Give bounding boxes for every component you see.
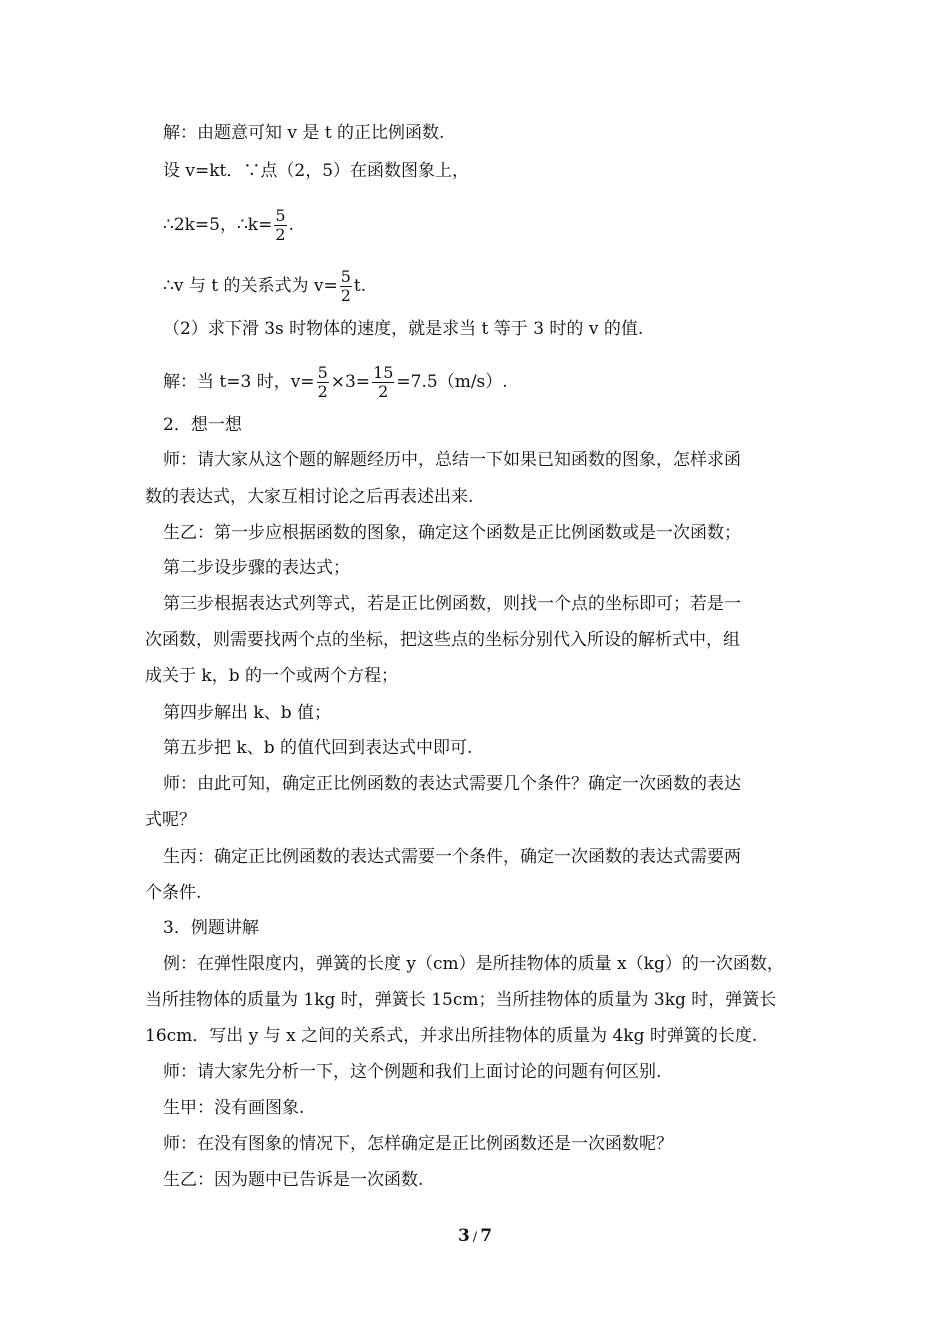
text-line: 设 v=kt．∵点（2，5）在函数图象上， xyxy=(163,161,470,181)
page-separator: / xyxy=(472,1230,478,1245)
denominator: 2 xyxy=(275,225,286,244)
text-line: 16cm．写出 y 与 x 之间的关系式，并求出所挂物体的质量为 4kg 时弹簧的长度. xyxy=(145,1026,758,1046)
equation-line xyxy=(163,207,294,244)
text-line: 生乙：第一步应根据函数的图象，确定这个函数是正比例函数或是一次函数； xyxy=(163,523,741,543)
text-segment: ∴2k=5，∴k= xyxy=(163,215,273,235)
page-number xyxy=(0,1226,950,1246)
text-line: 例：在弹性限度内，弹簧的长度 y（cm）是所挂物体的质量 x（kg）的一次函数， xyxy=(163,954,784,974)
text-line: 数的表达式，大家互相讨论之后再表述出来. xyxy=(145,487,474,507)
text-line: 第五步把 k、b 的值代回到表达式中即可. xyxy=(163,738,473,758)
text-line: 第二步设步骤的表达式； xyxy=(163,558,350,578)
fraction-k xyxy=(274,207,286,244)
numerator: 15 xyxy=(373,363,394,382)
text-segment: 解：当 t=3 时，v= xyxy=(163,372,315,392)
text-segment: ×3= xyxy=(330,372,371,392)
equation-line xyxy=(163,364,508,401)
section-heading: 2．想一想 xyxy=(163,415,242,435)
fraction-a xyxy=(317,364,329,401)
denominator: 2 xyxy=(317,382,328,401)
text-line: 式呢？ xyxy=(145,810,196,830)
text-line: 次函数，则需要找两个点的坐标，把这些点的坐标分别代入所设的解析式中，组 xyxy=(145,630,740,650)
text-line: 师：请大家先分析一下，这个例题和我们上面讨论的问题有何区别. xyxy=(163,1062,662,1082)
total-pages: 7 xyxy=(480,1226,493,1246)
text-line: 解：由题意可知 v 是 t 的正比例函数. xyxy=(163,123,445,143)
text-line: 师：在没有图象的情况下，怎样确定是正比例函数还是一次函数呢？ xyxy=(163,1134,673,1154)
text-line: 个条件. xyxy=(145,883,202,903)
text-line: 当所挂物体的质量为 1kg 时，弹簧长 15cm；当所挂物体的质量为 3kg 时，弹簧长 xyxy=(145,990,777,1010)
numerator: 5 xyxy=(275,206,286,225)
numerator: 5 xyxy=(340,267,351,286)
text-segment: . xyxy=(288,215,294,235)
text-segment: t. xyxy=(353,276,367,296)
text-line: 师：由此可知，确定正比例函数的表达式需要几个条件？确定一次函数的表达 xyxy=(163,774,741,794)
numerator: 5 xyxy=(317,363,328,382)
text-line: 生乙：因为题中已告诉是一次函数. xyxy=(163,1170,424,1190)
equation-line xyxy=(163,268,366,305)
text-line: 师：请大家从这个题的解题经历中，总结一下如果已知函数的图象，怎样求函 xyxy=(163,450,741,470)
section-heading: 3．例题讲解 xyxy=(163,918,259,938)
fraction-b xyxy=(372,364,394,401)
text-line: 生丙：确定正比例函数的表达式需要一个条件，确定一次函数的表达式需要两 xyxy=(163,847,741,867)
denominator: 2 xyxy=(378,382,389,401)
text-line: 第三步根据表达式列等式，若是正比例函数，则找一个点的坐标即可；若是一 xyxy=(163,594,741,614)
current-page: 3 xyxy=(457,1226,470,1246)
text-segment: =7.5（m/s）. xyxy=(396,372,508,392)
text-line: 成关于 k，b 的一个或两个方程； xyxy=(145,666,398,686)
text-line: 第四步解出 k、b 值； xyxy=(163,703,331,723)
text-segment: ∴v 与 t 的关系式为 v= xyxy=(163,276,338,296)
text-line: 生甲：没有画图象. xyxy=(163,1098,305,1118)
denominator: 2 xyxy=(340,286,351,305)
text-line: （2）求下滑 3s 时物体的速度，就是求当 t 等于 3 时的 v 的值. xyxy=(163,319,644,339)
fraction-v xyxy=(340,268,352,305)
